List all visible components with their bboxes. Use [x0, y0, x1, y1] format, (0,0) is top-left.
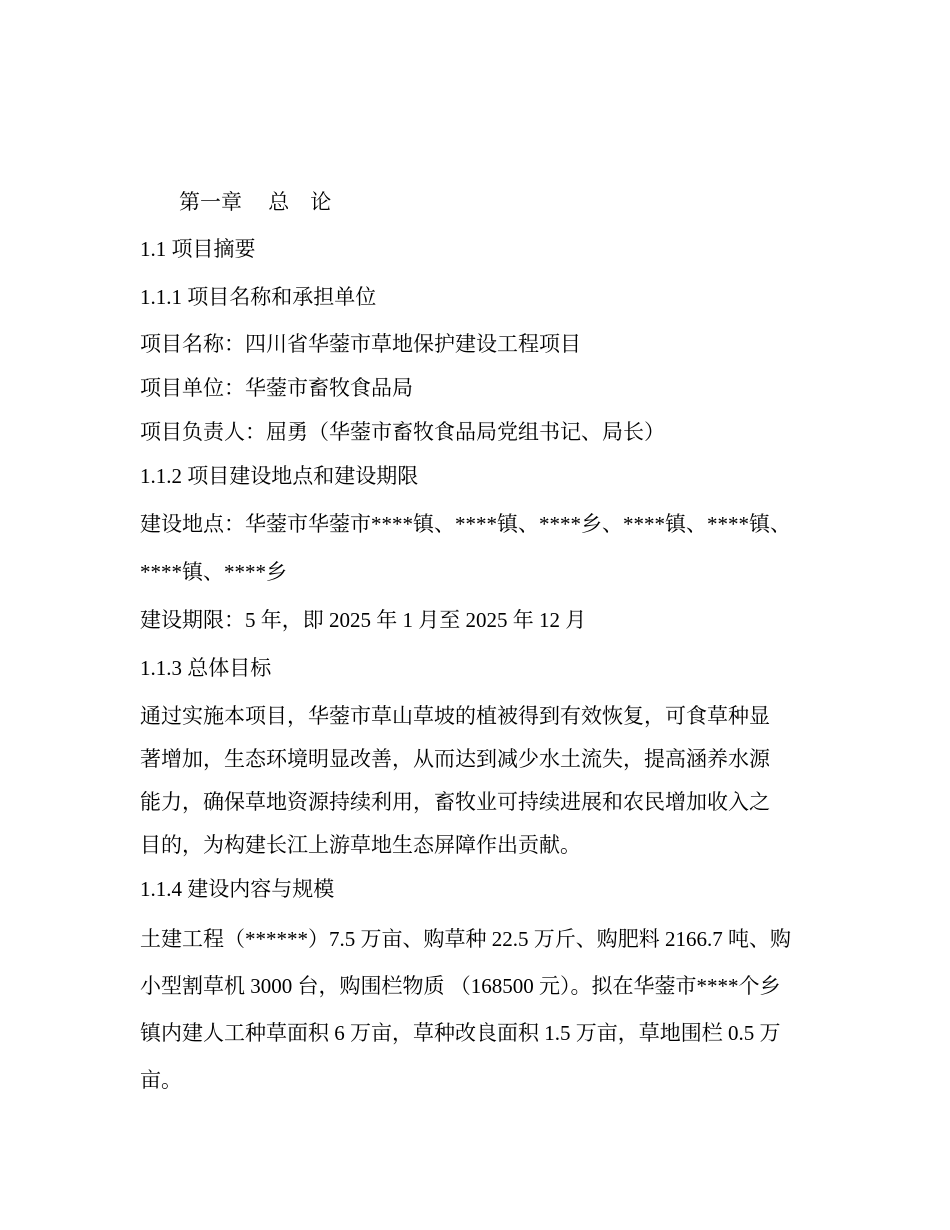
text-line: 能力，确保草地资源持续利用，畜牧业可持续进展和农民增加收入之: [140, 790, 770, 814]
subsection-heading: 1.1.3 总体目标: [140, 656, 272, 680]
section-heading: 1.1 项目摘要: [140, 237, 256, 261]
text-line: 通过实施本项目，华蓥市草山草坡的植被得到有效恢复，可食草种显: [140, 704, 770, 728]
text-line: 项目名称：四川省华蓥市草地保护建设工程项目: [140, 332, 581, 356]
subsection-heading: 1.1.1 项目名称和承担单位: [140, 285, 377, 309]
text-line: 项目单位：华蓥市畜牧食品局: [140, 376, 413, 400]
text-line: 小型割草机 3000 台，购围栏物质 （168500 元）。拟在华蓥市****个乡: [140, 974, 781, 998]
subsection-heading: 1.1.2 项目建设地点和建设期限: [140, 464, 419, 488]
text-line: ****镇、****乡: [140, 560, 287, 584]
text-line: 亩。: [140, 1068, 182, 1092]
text-line: 建设期限：5 年，即 2025 年 1 月至 2025 年 12 月: [140, 608, 587, 632]
subsection-heading: 1.1.4 建设内容与规模: [140, 877, 335, 901]
text-line: 建设地点：华蓥市华蓥市****镇、****镇、****乡、****镇、****镇、: [140, 512, 791, 536]
text-line: 镇内建人工种草面积 6 万亩，草种改良面积 1.5 万亩，草地围栏 0.5 万: [140, 1021, 781, 1045]
text-line: 项目负责人：屈勇（华蓥市畜牧食品局党组书记、局长）: [140, 420, 665, 444]
text-line: 著增加，生态环境明显改善，从而达到减少水土流失，提高涵养水源: [140, 747, 770, 771]
chapter-title: 第一章 总 论: [179, 190, 332, 214]
text-line: 土建工程（******）7.5 万亩、购草种 22.5 万斤、购肥料 2166.7 吨、购: [140, 927, 791, 951]
text-line: 目的，为构建长江上游草地生态屏障作出贡献。: [140, 833, 581, 857]
